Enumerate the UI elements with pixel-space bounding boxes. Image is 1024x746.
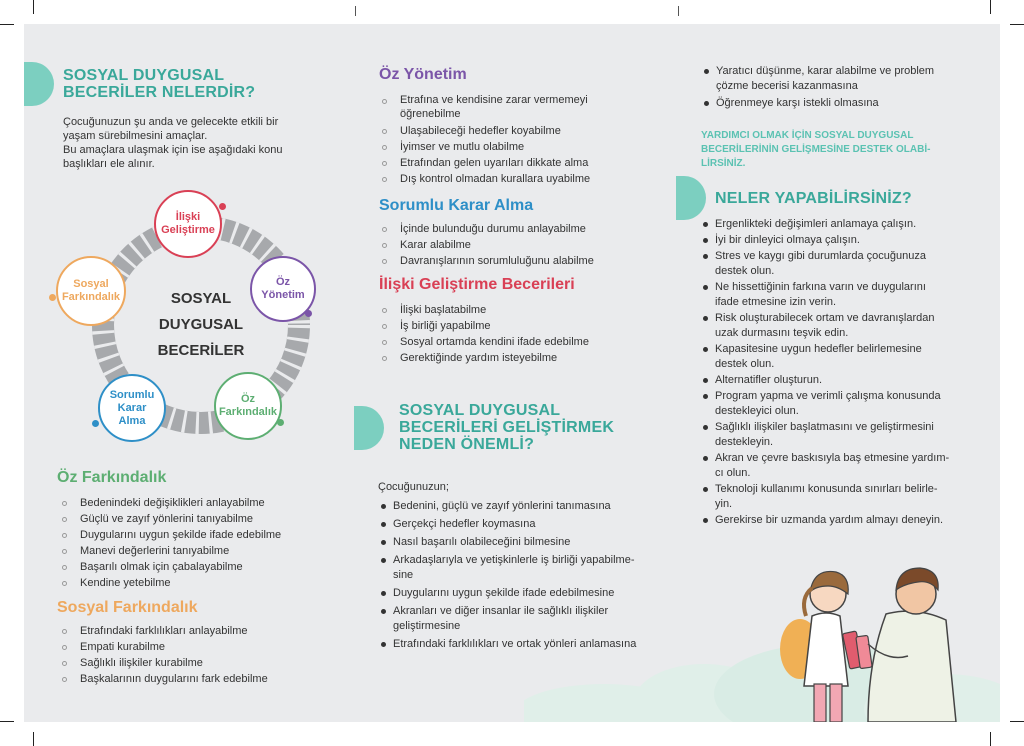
list-item: Kendine yetebilme	[60, 575, 350, 591]
list-item: Davranışlarının sorumluluğunu alabilme	[380, 253, 680, 269]
node-dot	[219, 203, 226, 210]
list-item: İçinde bulunduğu durumu anlayabilme	[380, 221, 680, 237]
list-item: Sosyal ortamda kendini ifade edebilme	[380, 334, 680, 350]
oz-yonetim-title: Öz Yönetim	[379, 66, 467, 83]
oz-farkindalik-list	[60, 495, 350, 591]
list-item: İş birliği yapabilme	[380, 318, 680, 334]
sosyal-farkindalik-list	[60, 623, 350, 687]
list-item: Duygularını uygun şekilde ifade edebilme	[60, 527, 350, 543]
list-item: Güçlü ve zayıf yönlerini tanıyabilme	[60, 511, 350, 527]
node-iliski-gelistirme: İlişki Geliştirme	[154, 190, 222, 258]
neden-lead: Çocuğunuzun;	[378, 481, 449, 493]
list-item: Stres ve kaygı gibi durumlarda çocuğunuza destek olun.	[701, 249, 991, 279]
list-item: Ergenlikteki değişimleri anlamaya çalışın.	[701, 217, 991, 232]
iliski-gelistirme-list	[380, 302, 680, 366]
brochure-sheet	[24, 24, 1000, 722]
oz-farkindalik-title: Öz Farkındalık	[57, 469, 167, 486]
section-heading-what-can-you-do: NELER YAPABİLİRSİNİZ?	[715, 190, 912, 207]
list-item: Akran ve çevre baskısıyla baş etmesine yardım- cı olun.	[701, 451, 991, 481]
list-item: Gerçekçi hedefler koymasına	[379, 517, 679, 532]
list-item: Öğrenmeye karşı istekli olmasına	[702, 96, 992, 111]
section-tab-marker	[354, 406, 384, 450]
crop-mark	[33, 732, 34, 746]
list-item: Ne hissettiğinin farkına varın ve duygularını ifade etmesine izin verin.	[701, 280, 991, 310]
node-dot	[277, 419, 284, 426]
fold-mark	[355, 6, 356, 16]
crop-mark	[33, 0, 34, 14]
list-item: Başkalarının duygularını fark edebilme	[60, 671, 350, 687]
list-item: Arkadaşlarıyla ve yetişkinlerle iş birliği yapabilme- sine	[379, 553, 679, 583]
node-sorumlu-karar: Sorumlu Karar Alma	[98, 374, 166, 442]
list-item: Etrafındaki farklılıkları ve ortak yönleri anlamasına	[379, 637, 679, 652]
list-item: Duygularını uygun şekilde ifade edebilmesine	[379, 586, 679, 601]
sorumlu-karar-title: Sorumlu Karar Alma	[379, 197, 534, 214]
crop-mark	[1010, 24, 1024, 25]
crop-mark	[990, 732, 991, 746]
node-sosyal-farkindalik: Sosyal Farkındalık	[56, 256, 126, 326]
node-oz-farkindalik: Öz Farkındalık	[214, 372, 282, 440]
parent-child-illustration	[524, 544, 1000, 722]
neler-list	[701, 217, 991, 528]
support-note: YARDIMCI OLMAK İÇİN SOSYAL DUYGUSAL BECERİLERİNİN GELİŞMESİNE DESTEK OLABİ- LİRSİNİZ.	[701, 130, 931, 169]
list-item: Etrafına ve kendisine zarar vermemeyi öğrenebilme	[380, 93, 680, 121]
list-item: Akranları ve diğer insanlar ile sağlıklı ilişkiler geliştirmesine	[379, 604, 679, 634]
list-item: Başarılı olmak için çabalayabilme	[60, 559, 350, 575]
node-dot	[49, 294, 56, 301]
list-item: İyimser ve mutlu olabilme	[380, 139, 680, 155]
crop-mark	[1010, 721, 1024, 722]
section-heading-what: SOSYAL DUYGUSAL BECERİLER NELERDİR?	[63, 67, 256, 101]
list-item: Risk oluşturabilecek ortam ve davranışlardan uzak durmasını teşvik edin.	[701, 311, 991, 341]
list-item: Bedenindeki değişiklikleri anlayabilme	[60, 495, 350, 511]
crop-mark	[990, 0, 991, 14]
node-oz-yonetim: Öz Yönetim	[250, 256, 316, 322]
list-item: Program yapma ve verimli çalışma konusunda destekleyici olun.	[701, 389, 991, 419]
list-item: Kapasitesine uygun hedefler belirlemesine destek olun.	[701, 342, 991, 372]
list-item: Gerekirse bir uzmanda yardım almayı deneyin.	[701, 513, 991, 528]
list-item: Karar alabilme	[380, 237, 680, 253]
list-item: Yaratıcı düşünme, karar alabilme ve problem çözme becerisi kazanmasına	[702, 64, 992, 94]
list-item: Sağlıklı ilişkiler başlatmasını ve geliştirmesini destekleyin.	[701, 420, 991, 450]
node-dot	[92, 420, 99, 427]
list-item: Teknoloji kullanımı konusunda sınırları belirle- yin.	[701, 482, 991, 512]
crop-mark	[0, 721, 14, 722]
crop-mark	[0, 24, 14, 25]
list-item: Etrafındaki farklılıkları anlayabilme	[60, 623, 350, 639]
list-item: Gerektiğinde yardım isteyebilme	[380, 350, 680, 366]
list-item: Ulaşabileceği hedefler koyabilme	[380, 123, 680, 139]
list-item: Empati kurabilme	[60, 639, 350, 655]
list-item: Dış kontrol olmadan kurallara uyabilme	[380, 171, 680, 187]
list-item: Manevi değerlerini tanıyabilme	[60, 543, 350, 559]
sorumlu-karar-list	[380, 221, 680, 269]
list-item: Nasıl başarılı olabileceğini bilmesine	[379, 535, 679, 550]
intro-paragraph: Çocuğunuzun şu anda ve gelecekte etkili bir yaşam sürebilmesini amaçlar. Bu amaçlara ulaşmak için ise aşağıdaki konu başlıkları ele alınır.	[63, 116, 283, 170]
fold-mark	[678, 6, 679, 16]
section-heading-why: SOSYAL DUYGUSAL BECERİLERİ GELİŞTİRMEK NEDEN ÖNEMLİ?	[399, 402, 615, 453]
neden-list-continued	[702, 64, 992, 111]
list-item: Sağlıklı ilişkiler kurabilme	[60, 655, 350, 671]
section-tab-marker	[24, 62, 54, 106]
node-dot	[305, 310, 312, 317]
skills-wheel	[54, 190, 344, 460]
list-item: Alternatifler oluşturun.	[701, 373, 991, 388]
iliski-gelistirme-title: İlişki Geliştirme Becerileri	[379, 276, 575, 293]
list-item: Etrafından gelen uyarıları dikkate alma	[380, 155, 680, 171]
list-item: İlişki başlatabilme	[380, 302, 680, 318]
sosyal-farkindalik-title: Sosyal Farkındalık	[57, 599, 198, 616]
list-item: İyi bir dinleyici olmaya çalışın.	[701, 233, 991, 248]
wheel-center-label: SOSYAL DUYGUSAL BECERİLER	[157, 290, 245, 359]
oz-yonetim-list	[380, 93, 680, 187]
list-item: Bedenini, güçlü ve zayıf yönlerini tanımasına	[379, 499, 679, 514]
section-tab-marker	[676, 176, 706, 220]
